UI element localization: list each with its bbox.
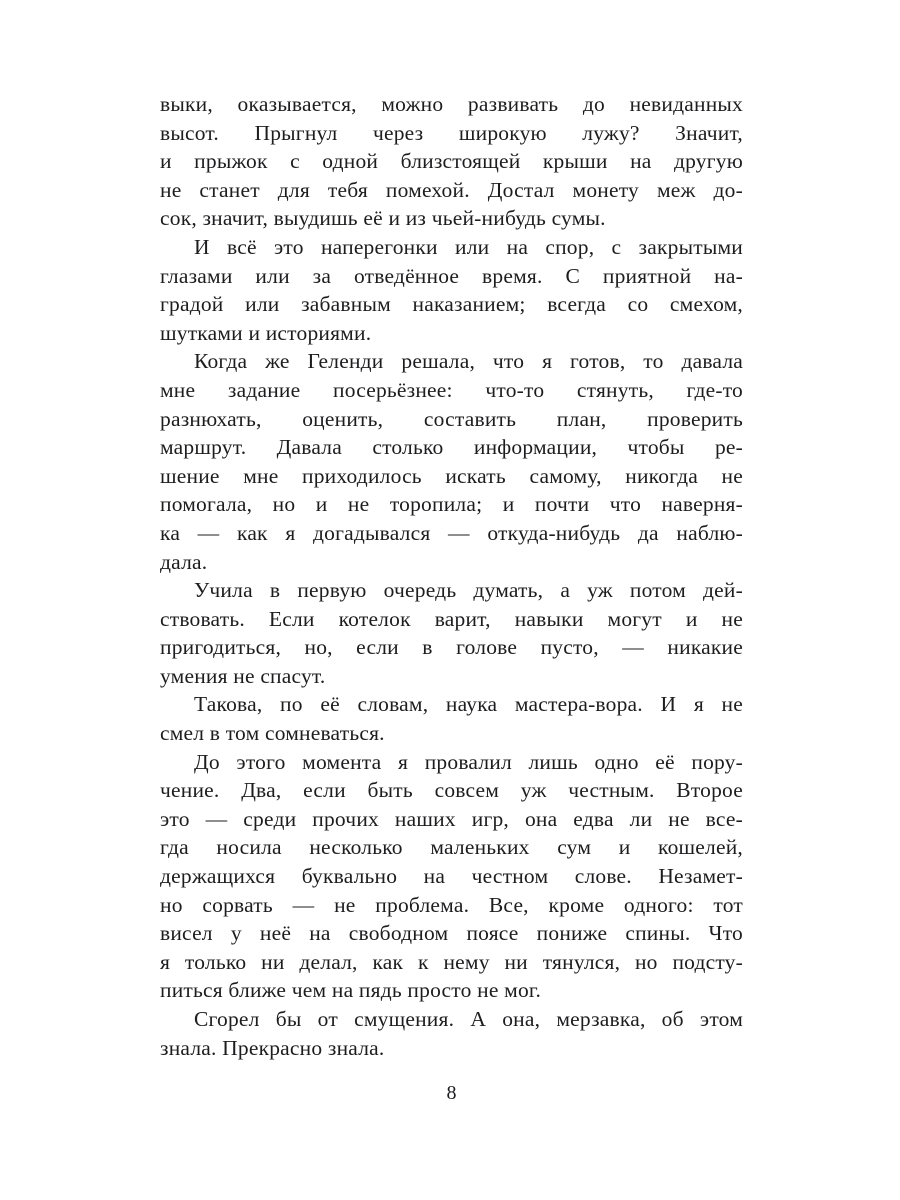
text-line: и прыжок с одной близстоящей крыши на другую [160,149,743,174]
text-line: шение мне приходилось искать самому, никогда не [160,463,743,488]
text-line: но сорвать — не проблема. Все, кроме одного: тот [160,892,743,917]
paragraph [160,233,743,347]
page-body-text [160,90,743,1062]
text-line: знала. Прекрасно знала. [160,1035,385,1060]
text-line: помогала, но и не торопила; и почти что наверня- [160,492,743,517]
text-line: это — среди прочих наших игр, она едва ли не все- [160,806,743,831]
text-line: сок, значит, выудишь её и из чьей-нибудь сумы. [160,206,606,231]
text-line: Учила в первую очередь думать, а уж потом дей- [194,578,743,603]
text-line: мне задание посерьёзнее: что-то стянуть, где-то [160,377,743,402]
text-line: глазами или за отведённое время. С приятной на- [160,263,743,288]
text-line: висел у неё на свободном поясе пониже спины. Что [160,921,743,946]
paragraph [160,576,743,690]
text-line: пригодиться, но, если в голове пусто, — никакие [160,635,743,660]
text-line: Сгорел бы от смущения. А она, мерзавка, об этом [194,1007,743,1031]
text-line: ствовать. Если котелок варит, навыки могут и не [160,606,743,631]
paragraph [160,690,743,747]
text-line: разнюхать, оценить, составить план, проверить [160,406,743,431]
paragraph [160,90,743,233]
page-number: 8 [446,1082,457,1104]
paragraph [160,748,743,1005]
text-line: Такова, по её словам, наука мастера-вора. И я не [194,692,743,717]
text-line: шутками и историями. [160,320,372,345]
text-line: ка — как я догадывался — откуда-нибудь да наблю- [160,520,743,545]
text-line: маршрут. Давала столько информации, чтобы ре- [160,435,743,460]
text-line: высот. Прыгнул через широкую лужу? Значит, [160,120,743,145]
text-line: Когда же Геленди решала, что я готов, то давала [194,349,743,374]
text-line: чение. Два, если быть совсем уж честным. Второе [160,778,743,803]
text-line: питься ближе чем на пядь просто не мог. [160,978,542,1003]
text-line: выки, оказывается, можно развивать до невиданных [160,92,743,116]
text-line: я только ни делал, как к нему ни тянулся, но подсту- [160,949,743,974]
text-line: не станет для тебя помехой. Достал монету меж до- [160,177,743,202]
text-line: держащихся буквально на честном слове. Незамет- [160,864,743,889]
text-line: До этого момента я провалил лишь одно её пору- [194,749,743,774]
text-line: И всё это наперегонки или на спор, с закрытыми [194,234,743,259]
text-line: дала. [160,549,208,574]
paragraph [160,1005,743,1062]
text-line: гда носила несколько маленьких сум и кошелей, [160,835,743,860]
text-line: умения не спасут. [160,663,326,688]
text-line: смел в том сомневаться. [160,721,385,746]
text-line: градой или забавным наказанием; всегда со смехом, [160,292,743,317]
paragraph [160,347,743,576]
